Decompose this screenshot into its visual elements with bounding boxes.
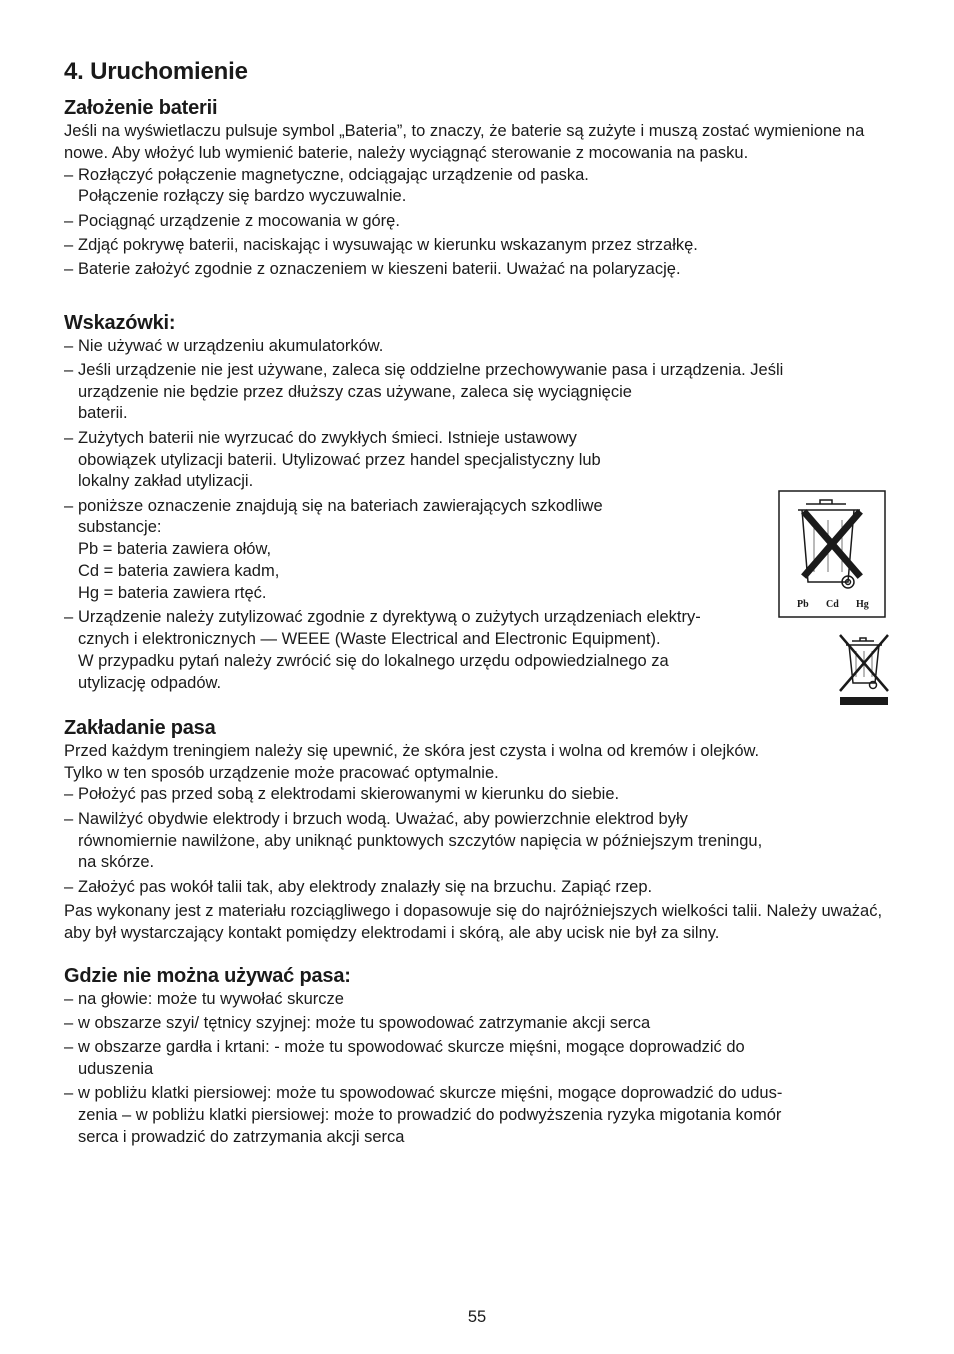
list-item: – w pobliżu klatki piersiowej: może tu spowodować skurcze mięśni, mogące doprowadzić do udus- zenia – w pobliżu klatki piersiowej: może to prowadzić do podwyższenia ryzyka migotania komór serca i prowadzić do zatrzymania akcji serca <box>64 1084 783 1146</box>
list-item: – Nie używać w urządzeniu akumulatorków. <box>64 336 384 355</box>
page-number: 55 <box>467 1308 487 1326</box>
where-not-list <box>64 989 894 1149</box>
list-item: – Rozłączyć połączenie magnetyczne, odciągając urządzenie od paska. Połączenie rozłączy się bardzo wyczuwalnie. <box>64 165 589 206</box>
list-item: – Nawilżyć obydwie elektrody i brzuch wodą. Uważać, aby powierzchnie elektrod były równomiernie nawilżone, aby uniknąć punktowych szczytów napięcia w późniejszym treningu, na skórze. <box>64 809 763 872</box>
battery-intro: Jeśli na wyświetlaczu pulsuje symbol „Bateria”, to znaczy, że baterie są zużyte i muszą zostać wymienione na nowe. Aby włożyć lub wymienić baterie, należy wyciągnąć sterowanie z mocowania na pasku. <box>64 122 865 162</box>
list-item: – Urządzenie należy zutylizować zgodnie z dyrektywą o zużytych urządzeniach elektry- cznych i elektronicznych — WEEE (Waste Electrical and Electronic Equipment). W przypadku pytań należy zwrócić się do lokalnego urzędu odpowiedzialnego za utylizację odpadów. <box>64 608 701 692</box>
list-item: – Baterie założyć zgodnie z oznaczeniem w kieszeni baterii. Uważać na polaryzację. <box>64 260 681 279</box>
battery-disposal-icon <box>778 490 886 618</box>
battery-steps <box>64 165 894 281</box>
symbol-label-pb: Pb <box>797 599 809 610</box>
page-title: 4. Uruchomienie <box>64 58 248 85</box>
list-item: – Założyć pas wokół talii tak, aby elektrody znalazły się na brzuchu. Zapiąć rzep. <box>64 877 653 896</box>
list-item: – Zdjąć pokrywę baterii, naciskając i wysuwając w kierunku wskazanym przez strzałkę. <box>64 235 698 254</box>
belt-outro: Pas wykonany jest z materiału rozciągliwego i dopasowuje się do najróżniejszych wielkości talii. Należy uważać, aby był wystarczający kontakt pomiędzy elektrodami i skórą, ale aby ucisk nie był za silny. <box>64 901 883 942</box>
where-not-heading: Gdzie nie można używać pasa: <box>64 964 351 987</box>
list-item: – Jeśli urządzenie nie jest używane, zaleca się oddzielne przechowywanie pasa i urządzenia. Jeśli urządzenie nie będzie przez dłuższy czas używane, zaleca się wyciągnięcie baterii. <box>64 360 784 423</box>
page-content <box>64 56 894 1151</box>
battery-heading: Założenie baterii <box>64 97 218 119</box>
tips-list <box>64 336 894 695</box>
belt-heading: Zakładanie pasa <box>64 716 216 739</box>
list-item: – w obszarze szyi/ tętnicy szyjnej: może tu spowodować zatrzymanie akcji serca <box>64 1013 651 1032</box>
list-item: – Położyć pas przed sobą z elektrodami skierowanymi w kierunku do siebie. <box>64 785 620 804</box>
list-item: – w obszarze gardła i krtani: - może tu spowodować skurcze mięśni, mogące doprowadzić do uduszenia <box>64 1038 745 1078</box>
list-item: – poniższe oznaczenie znajdują się na bateriach zawierających szkodliwe substancje: Pb = bateria zawiera ołów, Cd = bateria zawiera kadm, Hg = bateria zawiera rtęć. <box>64 496 603 602</box>
belt-intro: Przed każdym treningiem należy się upewnić, że skóra jest czysta i wolna od kremów i olejków. Tylko w ten sposób urządzenie może pracować optymalnie. <box>64 741 760 782</box>
list-item: – na głowie: może tu wywołać skurcze <box>64 989 344 1008</box>
symbol-label-hg: Hg <box>856 599 869 610</box>
symbol-label-cd: Cd <box>826 599 839 610</box>
list-item: – Zużytych baterii nie wyrzucać do zwykłych śmieci. Istnieje ustawowy obowiązek utylizacji baterii. Utylizować przez handel specjalistyczny lub lokalny zakład utylizacji. <box>64 428 601 491</box>
list-item: – Pociągnąć urządzenie z mocowania w górę. <box>64 211 400 230</box>
belt-steps <box>64 784 894 898</box>
tips-heading: Wskazówki: <box>64 311 176 334</box>
weee-bin-icon <box>838 633 890 707</box>
